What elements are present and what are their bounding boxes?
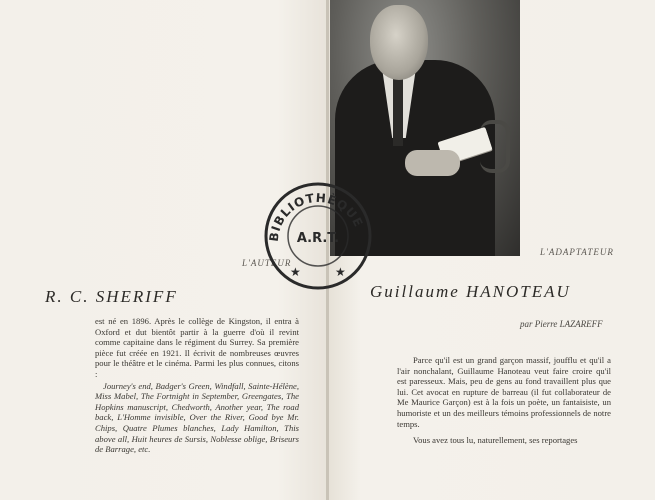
stamp-star-icon: ★ (335, 265, 346, 279)
author-bio (95, 316, 299, 455)
stamp-star-icon: ★ (290, 265, 301, 279)
article-paragraph-1: Parce qu'il est un grand garçon massif, joufflu et qu'il a l'air nonchalant, Guillaume Hanoteau veut faire croire qu'il est paresseux. Mais, peu de gens au fond travaillent plus que lui. Cet avocat en rupture de barreau (il fut collaborateur de Me Maurice Garçon) est à la fois un poète, un fantaisiste, un humoriste et un des meilleurs témoins professionnels de notre temps. (397, 355, 611, 429)
byline: par Pierre LAZAREFF (520, 319, 603, 329)
library-stamp (262, 180, 374, 292)
stamp-arc-text: BIBLIOTHÈQUE (266, 190, 366, 243)
article-paragraph-2: Vous avez tous lu, naturellement, ses reportages (413, 435, 578, 446)
adapter-caption: L'ADAPTATEUR (540, 247, 614, 257)
author-bio-paragraph: est né en 1896. Après le collège de Kingston, il entra à Oxford et dut bientôt partir à la guerre d'où il revint comme capitaine dans le régiment du Surrey. Sa première pièce fut créée en 1921. Il écrivit de nombreuses œuvres pour le théâtre et le cinéma. Parmi les plus connues, citons : (95, 316, 299, 379)
author-name: R. C. SHERIFF (45, 287, 178, 306)
photo-figure-tie (393, 76, 403, 146)
adapter-name: Guillaume HANOTEAU (370, 282, 571, 301)
stamp-initials: A.R.T. (296, 231, 340, 246)
author-works-list: Journey's end, Badger's Green, Windfall, Sainte-Hélène, Miss Mabel, The Fortnight in September, Greengates, The Hopkins manuscript, Chedworth, Another year, The road back, L'Homme invisible, Over the River, Good bye Mr. Chips, Quatre Plumes blanches, Lady Hamilton, This above all, Huit heures de Sursis, Noblesse oblige, Briseurs de Barrage, etc. (95, 380, 299, 455)
author-caption: L'AUTEUR (242, 258, 292, 268)
photo-hand (405, 150, 460, 176)
photo-figure-head (370, 5, 428, 80)
adapter-article (397, 355, 611, 446)
